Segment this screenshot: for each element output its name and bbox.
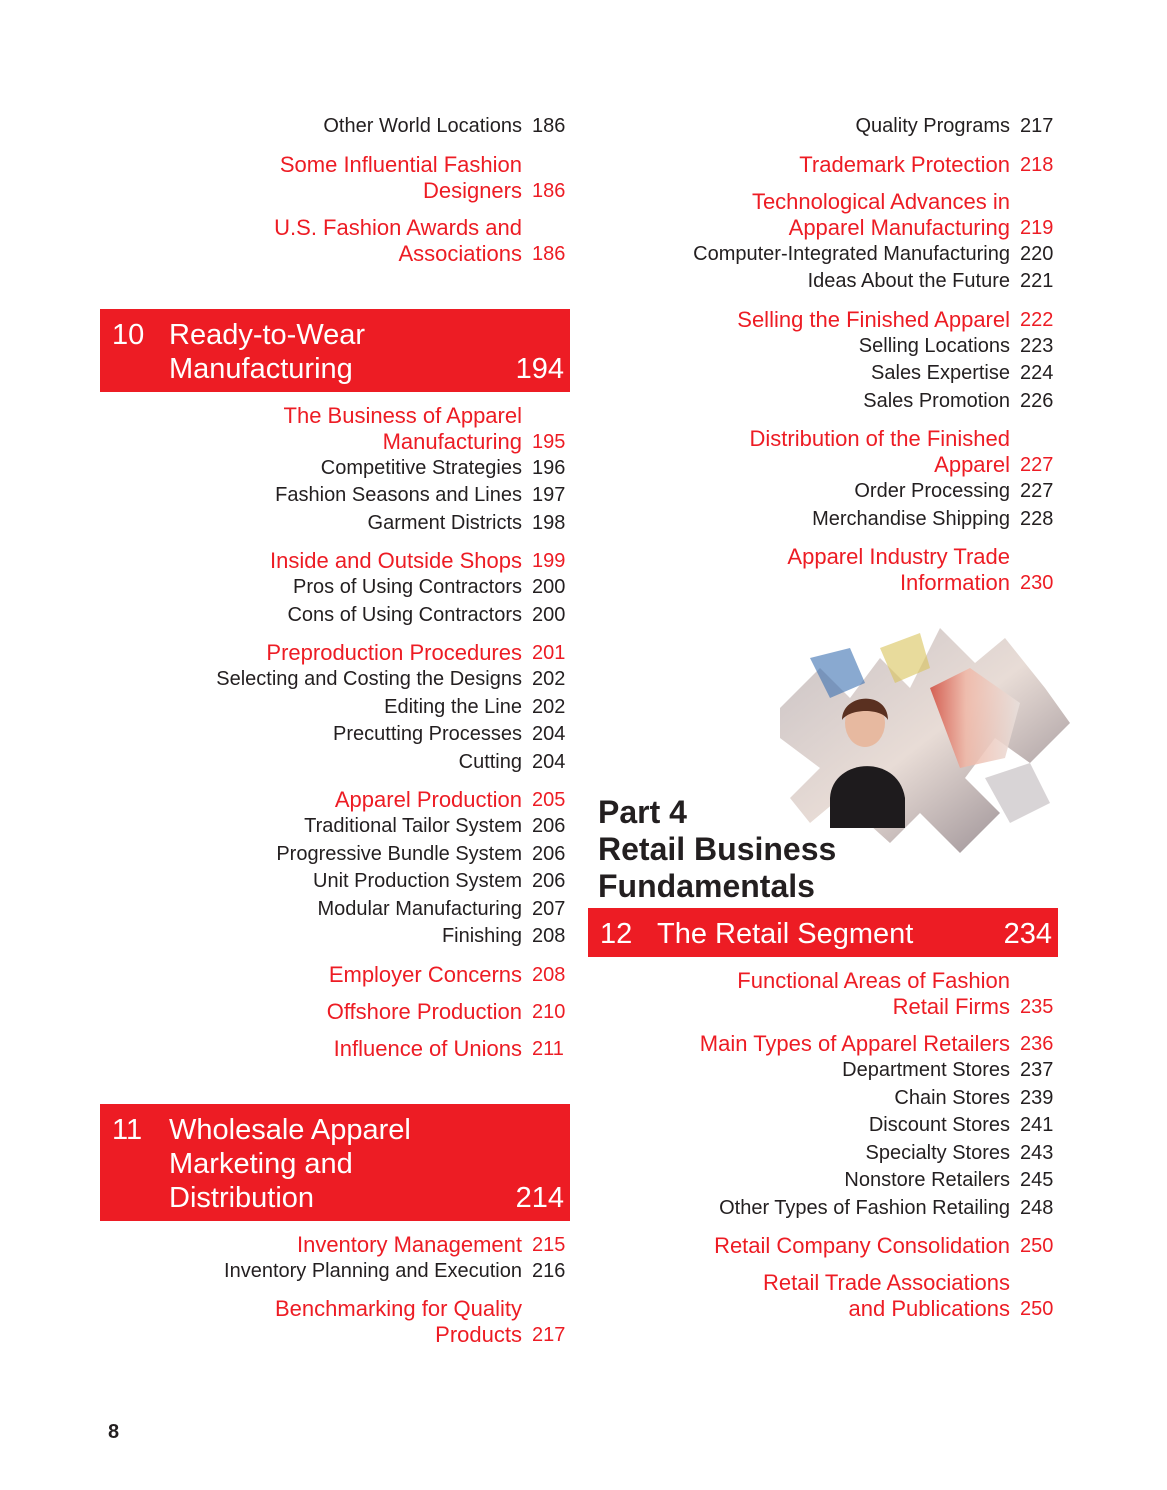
toc-section-entry[interactable] <box>588 1031 1058 1057</box>
toc-entry-label: Modular Manufacturing <box>317 897 522 920</box>
toc-section-entry[interactable] <box>100 1232 570 1258</box>
toc-subsection-entry[interactable] <box>588 1167 1058 1195</box>
toc-subsection-entry[interactable] <box>100 482 570 510</box>
toc-right-column-lower <box>588 908 1058 1322</box>
toc-entry-label: Other Types of Fashion Retailing <box>719 1196 1010 1219</box>
toc-entry-label: Inventory Management <box>296 1231 522 1257</box>
toc-section-entry[interactable] <box>588 189 1058 241</box>
toc-entry-page: 206 <box>532 815 566 837</box>
toc-section-entry[interactable] <box>588 307 1058 333</box>
toc-subsection-entry[interactable] <box>100 813 570 841</box>
chapter-page: 214 <box>515 1181 564 1214</box>
toc-entry-label: Fashion Seasons and Lines <box>275 484 522 506</box>
toc-entry-label: Finishing <box>441 925 522 947</box>
toc-entry-label: Selling Locations <box>858 334 1010 357</box>
toc-entry-page: 197 <box>532 484 566 506</box>
toc-subsection-entry[interactable] <box>588 1112 1058 1140</box>
toc-subsection-entry[interactable] <box>100 510 570 538</box>
part-label: Part 4 <box>598 794 687 830</box>
chapter-page: 234 <box>1003 918 1052 950</box>
chapter-heading[interactable] <box>100 1104 570 1221</box>
toc-entry-label: Editing the Line <box>384 695 522 718</box>
toc-entry-page: 205 <box>532 789 566 811</box>
toc-subsection-entry[interactable] <box>588 1195 1058 1223</box>
toc-entry-page: 224 <box>1020 362 1054 384</box>
toc-section-entry[interactable] <box>100 640 570 666</box>
toc-entry-page: 215 <box>532 1233 566 1256</box>
toc-entry-label: Trademark Protection <box>799 151 1010 177</box>
toc-entry-label: Main Types of Apparel Retailers <box>699 1031 1010 1056</box>
chapter-page: 194 <box>515 352 564 385</box>
toc-entry-label: Offshore Production <box>326 998 522 1024</box>
toc-subsection-entry[interactable] <box>100 868 570 896</box>
toc-entry-label: Benchmarking for Quality Products <box>275 1296 522 1347</box>
toc-entry-page: 196 <box>532 456 566 479</box>
toc-right-column <box>588 113 1058 596</box>
toc-subsection-entry[interactable] <box>588 1057 1058 1085</box>
toc-entry-label: Inventory Planning and Execution <box>224 1259 522 1282</box>
toc-entry-label: Selling the Finished Apparel <box>737 306 1010 332</box>
toc-entry-page: 222 <box>1020 308 1054 331</box>
toc-entry-label: Apparel Production <box>334 787 522 812</box>
toc-entry-page: 202 <box>532 695 566 718</box>
toc-subsection-entry[interactable] <box>100 749 570 777</box>
toc-entry-page: 195 <box>532 430 566 453</box>
toc-subsection-entry[interactable] <box>100 1258 570 1286</box>
toc-entry-page: 202 <box>532 668 566 690</box>
toc-subsection-entry[interactable] <box>588 388 1058 416</box>
toc-entry-label: U.S. Fashion Awards and Associations <box>274 214 522 266</box>
toc-section-entry[interactable] <box>100 1296 570 1348</box>
part-title-line-2: Fundamentals <box>598 868 815 904</box>
toc-entry-label: Specialty Stores <box>865 1141 1010 1164</box>
toc-entry-page: 226 <box>1020 389 1054 412</box>
toc-section-entry[interactable] <box>100 215 570 267</box>
toc-section-entry[interactable] <box>100 962 570 988</box>
toc-entry-label: Order Processing <box>854 480 1010 502</box>
toc-entry-page: 221 <box>1020 270 1054 292</box>
toc-subsection-entry[interactable] <box>588 1085 1058 1113</box>
toc-entry-page: 220 <box>1020 242 1054 265</box>
toc-subsection-entry[interactable] <box>588 506 1058 534</box>
toc-entry-label: Nonstore Retailers <box>844 1169 1010 1191</box>
toc-entry-label: Precutting Processes <box>333 723 522 745</box>
toc-entry-page: 250 <box>1020 1298 1054 1320</box>
toc-subsection-entry[interactable] <box>100 896 570 924</box>
toc-section-entry[interactable] <box>588 152 1058 178</box>
toc-section-entry[interactable] <box>588 1270 1058 1322</box>
toc-section-entry[interactable] <box>100 403 570 455</box>
toc-entry-label: Distribution of the Finished Apparel <box>749 426 1010 477</box>
chapter-number: 12 <box>600 918 633 950</box>
toc-entry-page: 250 <box>1020 1235 1054 1257</box>
toc-entry-page: 243 <box>1020 1141 1054 1164</box>
toc-entry-label: Selecting and Costing the Designs <box>216 668 522 690</box>
toc-entry-page: 198 <box>532 511 566 534</box>
toc-entry-label: Retail Company Consolidation <box>714 1233 1010 1258</box>
toc-entry-label: Some Influential Fashion Designers <box>279 151 522 203</box>
toc-entry-page: 216 <box>532 1259 566 1282</box>
toc-entry-label: Traditional Tailor System <box>304 815 522 837</box>
toc-subsection-entry[interactable] <box>588 360 1058 388</box>
chapter-number: 11 <box>112 1113 143 1146</box>
toc-section-entry[interactable] <box>588 426 1058 478</box>
toc-entry-label: Discount Stores <box>868 1114 1010 1136</box>
toc-entry-label: Competitive Strategies <box>320 456 522 479</box>
toc-entry-label: Cutting <box>458 750 522 773</box>
chapter-heading[interactable] <box>588 908 1058 957</box>
toc-entry-page: 204 <box>532 750 566 773</box>
toc-entry-label: Pros of Using Contractors <box>293 576 522 598</box>
toc-entry-label: Inside and Outside Shops <box>270 548 522 573</box>
toc-entry-label: Department Stores <box>842 1059 1010 1081</box>
toc-section-entry[interactable] <box>588 968 1058 1020</box>
toc-entry-page: 218 <box>1020 153 1054 176</box>
toc-subsection-entry[interactable] <box>100 841 570 869</box>
toc-entry-page: 235 <box>1020 996 1054 1018</box>
toc-entry-page: 201 <box>532 642 566 664</box>
toc-entry-page: 245 <box>1020 1169 1054 1191</box>
part-title-line-1: Retail Business <box>598 831 837 867</box>
toc-entry-page: 206 <box>532 842 566 865</box>
toc-left-column <box>100 113 570 1348</box>
chapter-number: 10 <box>112 318 145 351</box>
chapter-title: Wholesale Apparel Marketing and Distribution <box>169 1113 411 1214</box>
chapter-title: Ready-to-Wear Manufacturing <box>169 318 366 385</box>
toc-entry-page: 186 <box>532 242 566 265</box>
toc-subsection-entry[interactable] <box>100 574 570 602</box>
toc-entry-page: 207 <box>532 897 566 920</box>
toc-entry-label: Unit Production System <box>313 870 522 892</box>
toc-subsection-entry[interactable] <box>100 602 570 630</box>
chapter-heading[interactable] <box>100 309 570 392</box>
toc-entry-page: 236 <box>1020 1033 1054 1055</box>
toc-subsection-entry[interactable] <box>588 113 1058 141</box>
toc-entry-page: 227 <box>1020 454 1054 476</box>
toc-entry-label: Computer-Integrated Manufacturing <box>693 242 1010 265</box>
toc-entry-page: 199 <box>532 550 566 572</box>
toc-entry-label: Other World Locations <box>323 115 522 137</box>
toc-entry-label: Sales Promotion <box>863 389 1010 412</box>
toc-entry-page: 230 <box>1020 572 1054 594</box>
toc-section-entry[interactable] <box>588 544 1058 596</box>
toc-entry-label: Retail Trade Associations and Publications <box>762 1270 1010 1321</box>
toc-section-entry[interactable] <box>100 999 570 1025</box>
toc-entry-label: Garment Districts <box>367 511 522 534</box>
toc-section-entry[interactable] <box>100 1036 570 1062</box>
toc-subsection-entry[interactable] <box>588 333 1058 361</box>
toc-subsection-entry[interactable] <box>100 721 570 749</box>
toc-entry-page: 228 <box>1020 507 1054 530</box>
toc-entry-label: Ideas About the Future <box>807 270 1010 292</box>
toc-entry-page: 204 <box>532 723 566 745</box>
toc-entry-label: The Business of Apparel Manufacturing <box>283 402 522 454</box>
toc-entry-page: 237 <box>1020 1059 1054 1081</box>
toc-entry-page: 210 <box>532 1000 566 1023</box>
toc-subsection-entry[interactable] <box>100 694 570 722</box>
toc-section-entry[interactable] <box>588 1233 1058 1259</box>
toc-entry-label: Merchandise Shipping <box>812 507 1010 530</box>
toc-entry-page: 248 <box>1020 1196 1054 1219</box>
toc-subsection-entry[interactable] <box>588 241 1058 269</box>
toc-entry-label: Cons of Using Contractors <box>287 603 522 626</box>
toc-entry-label: Technological Advances in Apparel Manufacturing <box>751 188 1010 240</box>
part-heading <box>598 794 848 905</box>
page-number: 8 <box>108 1421 120 1443</box>
toc-entry-page: 219 <box>1020 216 1054 239</box>
toc-entry-page: 208 <box>532 963 566 986</box>
toc-entry-page: 223 <box>1020 334 1054 357</box>
toc-entry-page: 239 <box>1020 1086 1054 1109</box>
toc-entry-page: 200 <box>532 603 566 626</box>
toc-entry-label: Sales Expertise <box>871 362 1010 384</box>
toc-entry-label: Chain Stores <box>894 1086 1010 1109</box>
toc-subsection-entry[interactable] <box>100 923 570 951</box>
toc-entry-label: Preproduction Procedures <box>266 640 522 665</box>
toc-entry-label: Progressive Bundle System <box>276 842 522 865</box>
toc-section-entry[interactable] <box>100 152 570 204</box>
toc-subsection-entry[interactable] <box>100 113 570 141</box>
toc-entry-page: 217 <box>532 1324 566 1346</box>
toc-entry-page: 206 <box>532 870 566 892</box>
toc-entry-page: 208 <box>532 925 566 947</box>
toc-section-entry[interactable] <box>100 787 570 813</box>
toc-subsection-entry[interactable] <box>588 1140 1058 1168</box>
toc-entry-label: Apparel Industry Trade Information <box>787 544 1010 595</box>
toc-subsection-entry[interactable] <box>588 268 1058 296</box>
toc-subsection-entry[interactable] <box>100 666 570 694</box>
toc-entry-page: 241 <box>1020 1114 1054 1136</box>
toc-entry-label: Functional Areas of Fashion Retail Firms <box>737 968 1010 1019</box>
toc-entry-label: Employer Concerns <box>328 961 522 987</box>
toc-entry-page: 186 <box>532 115 566 137</box>
toc-entry-label: Influence of Unions <box>333 1035 522 1061</box>
toc-section-entry[interactable] <box>100 548 570 574</box>
toc-subsection-entry[interactable] <box>588 478 1058 506</box>
toc-entry-page: 200 <box>532 576 566 598</box>
chapter-title: The Retail Segment <box>657 918 914 950</box>
toc-subsection-entry[interactable] <box>100 455 570 483</box>
toc-entry-page: 227 <box>1020 480 1054 502</box>
toc-entry-page: 217 <box>1020 115 1054 137</box>
toc-entry-label: Quality Programs <box>855 115 1010 137</box>
toc-entry-page: 186 <box>532 179 566 202</box>
toc-entry-page: 211 <box>532 1037 564 1060</box>
